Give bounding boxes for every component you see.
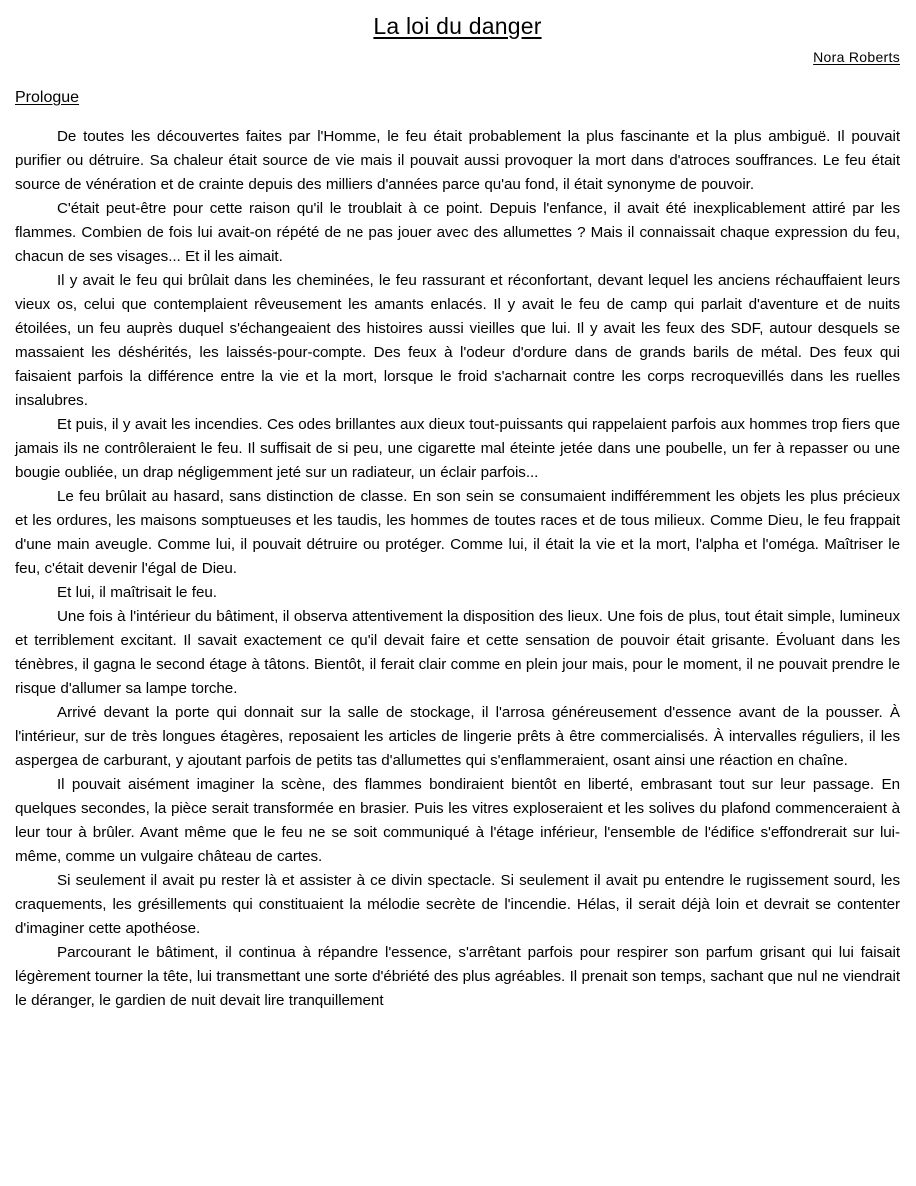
page-title-text: La loi du danger — [373, 13, 542, 39]
paragraph: Et lui, il maîtrisait le feu. — [57, 584, 217, 601]
author-byline — [15, 40, 900, 66]
section-heading-text: Prologue — [15, 89, 80, 106]
paragraph: Il y avait le feu qui brûlait dans les cheminées, le feu rassurant et réconfortant, devant lequel les anciens réchauffaient leurs vieux os, celui que contemplaient rêveusement les amants enlacés. Il y avait le feu de camp qui parlait d'aventure et de nuits étoilées, un feu auprès duquel s'échangeaient des histoires aussi vieilles que lui. Il y avait les feux des SDF, autour desquels se massaient les déshérités, les laissés-pour-compte. Des feux à l'odeur d'ordure dans de grands barils de métal. Des feux qui faisaient parfois la différence entre la vie et la mort, lorsque le froid s'acharnait contre les corps recroquevillés dans les ruelles insalubres. — [15, 272, 900, 409]
paragraph: De toutes les découvertes faites par l'Homme, le feu était probablement la plus fascinante et la plus ambiguë. Il pouvait purifier ou détruire. Sa chaleur était source de vie mais il pouvait aussi provoquer la mort dans d'atroces souffrances. Le feu était source de vénération et de crainte depuis des milliers d'années parce qu'au fond, il était synonyme de pouvoir. — [15, 128, 900, 193]
paragraph: Si seulement il avait pu rester là et assister à ce divin spectacle. Si seulement il avait pu entendre le rugissement sourd, les craquements, les grésillements qui constituaient la mélodie secrète de l'incendie. Hélas, il serait déjà loin et devrait se contenter d'imaginer cette apothéose. — [15, 872, 900, 937]
paragraph: Et puis, il y avait les incendies. Ces odes brillantes aux dieux tout-puissants qui rappelaient parfois aux hommes trop fiers que jamais ils ne contrôleraient le feu. Il suffisait de si peu, une cigarette mal éteinte jetée dans une poubelle, un fer à repasser ou une bougie oubliée, un drap négligemment jeté sur un radiateur, un éclair parfois... — [15, 416, 900, 481]
body-text — [15, 108, 900, 1013]
paragraph: Parcourant le bâtiment, il continua à répandre l'essence, s'arrêtant parfois pour respirer son parfum grisant qui lui faisait légèrement tourner la tête, lui transmettant une sorte d'ébriété des plus agréables. Il prenait son temps, sachant que nul ne viendrait le déranger, le gardien de nuit devait lire tranquillement — [15, 944, 900, 1009]
paragraph: Une fois à l'intérieur du bâtiment, il observa attentivement la disposition des lieux. Une fois de plus, tout était simple, lumineux et terriblement excitant. Il savait exactement ce qu'il devait faire et cette sensation de pouvoir était grisante. Évoluant dans les ténèbres, il gagna le second étage à tâtons. Bientôt, il ferait clair comme en plein jour mais, pour le moment, il ne pouvait prendre le risque d'allumer sa lampe torche. — [15, 608, 900, 697]
paragraph: Arrivé devant la porte qui donnait sur la salle de stockage, il l'arrosa généreusement d'essence avant de la pousser. À l'intérieur, sur de très longues étagères, reposaient les articles de lingerie prêts à être commercialisés. À intervalles réguliers, il les aspergea de carburant, y ajoutant parfois de petits tas d'allumettes qui s'enflammeraient, osant ainsi une réaction en chaîne. — [15, 704, 900, 769]
paragraph: Il pouvait aisément imaginer la scène, des flammes bondiraient bientôt en liberté, embrasant tout sur leur passage. En quelques secondes, la pièce serait transformée en brasier. Puis les vitres exploseraient et les solives du plafond commenceraient à leur tour à brûler. Avant même que le feu ne se soit communiqué à l'étage inférieur, l'ensemble de l'édifice s'effondrerait sur lui-même, comme un vulgaire château de cartes. — [15, 776, 900, 865]
paragraph: Le feu brûlait au hasard, sans distinction de classe. En son sein se consumaient indifféremment les objets les plus précieux et les ordures, les maisons somptueuses et les taudis, les hommes de toutes races et de tous milieux. Comme Dieu, le feu frappait d'une main aveugle. Comme lui, il pouvait détruire ou protéger. Comme lui, il était la vie et la mort, l'alpha et l'oméga. Maîtriser le feu, c'était devenir l'égal de Dieu. — [15, 488, 900, 577]
page-title — [15, 0, 900, 40]
paragraph: C'était peut-être pour cette raison qu'il le troublait à ce point. Depuis l'enfance, il avait été inexplicablement attiré par les flammes. Combien de fois lui avait-on répété de ne pas jouer avec des allumettes ? Mais il connaissait chaque expression du feu, chacun de ses visages... Et il les aimait. — [15, 200, 900, 265]
author-name: Nora Roberts — [813, 49, 900, 65]
section-heading — [15, 66, 900, 108]
